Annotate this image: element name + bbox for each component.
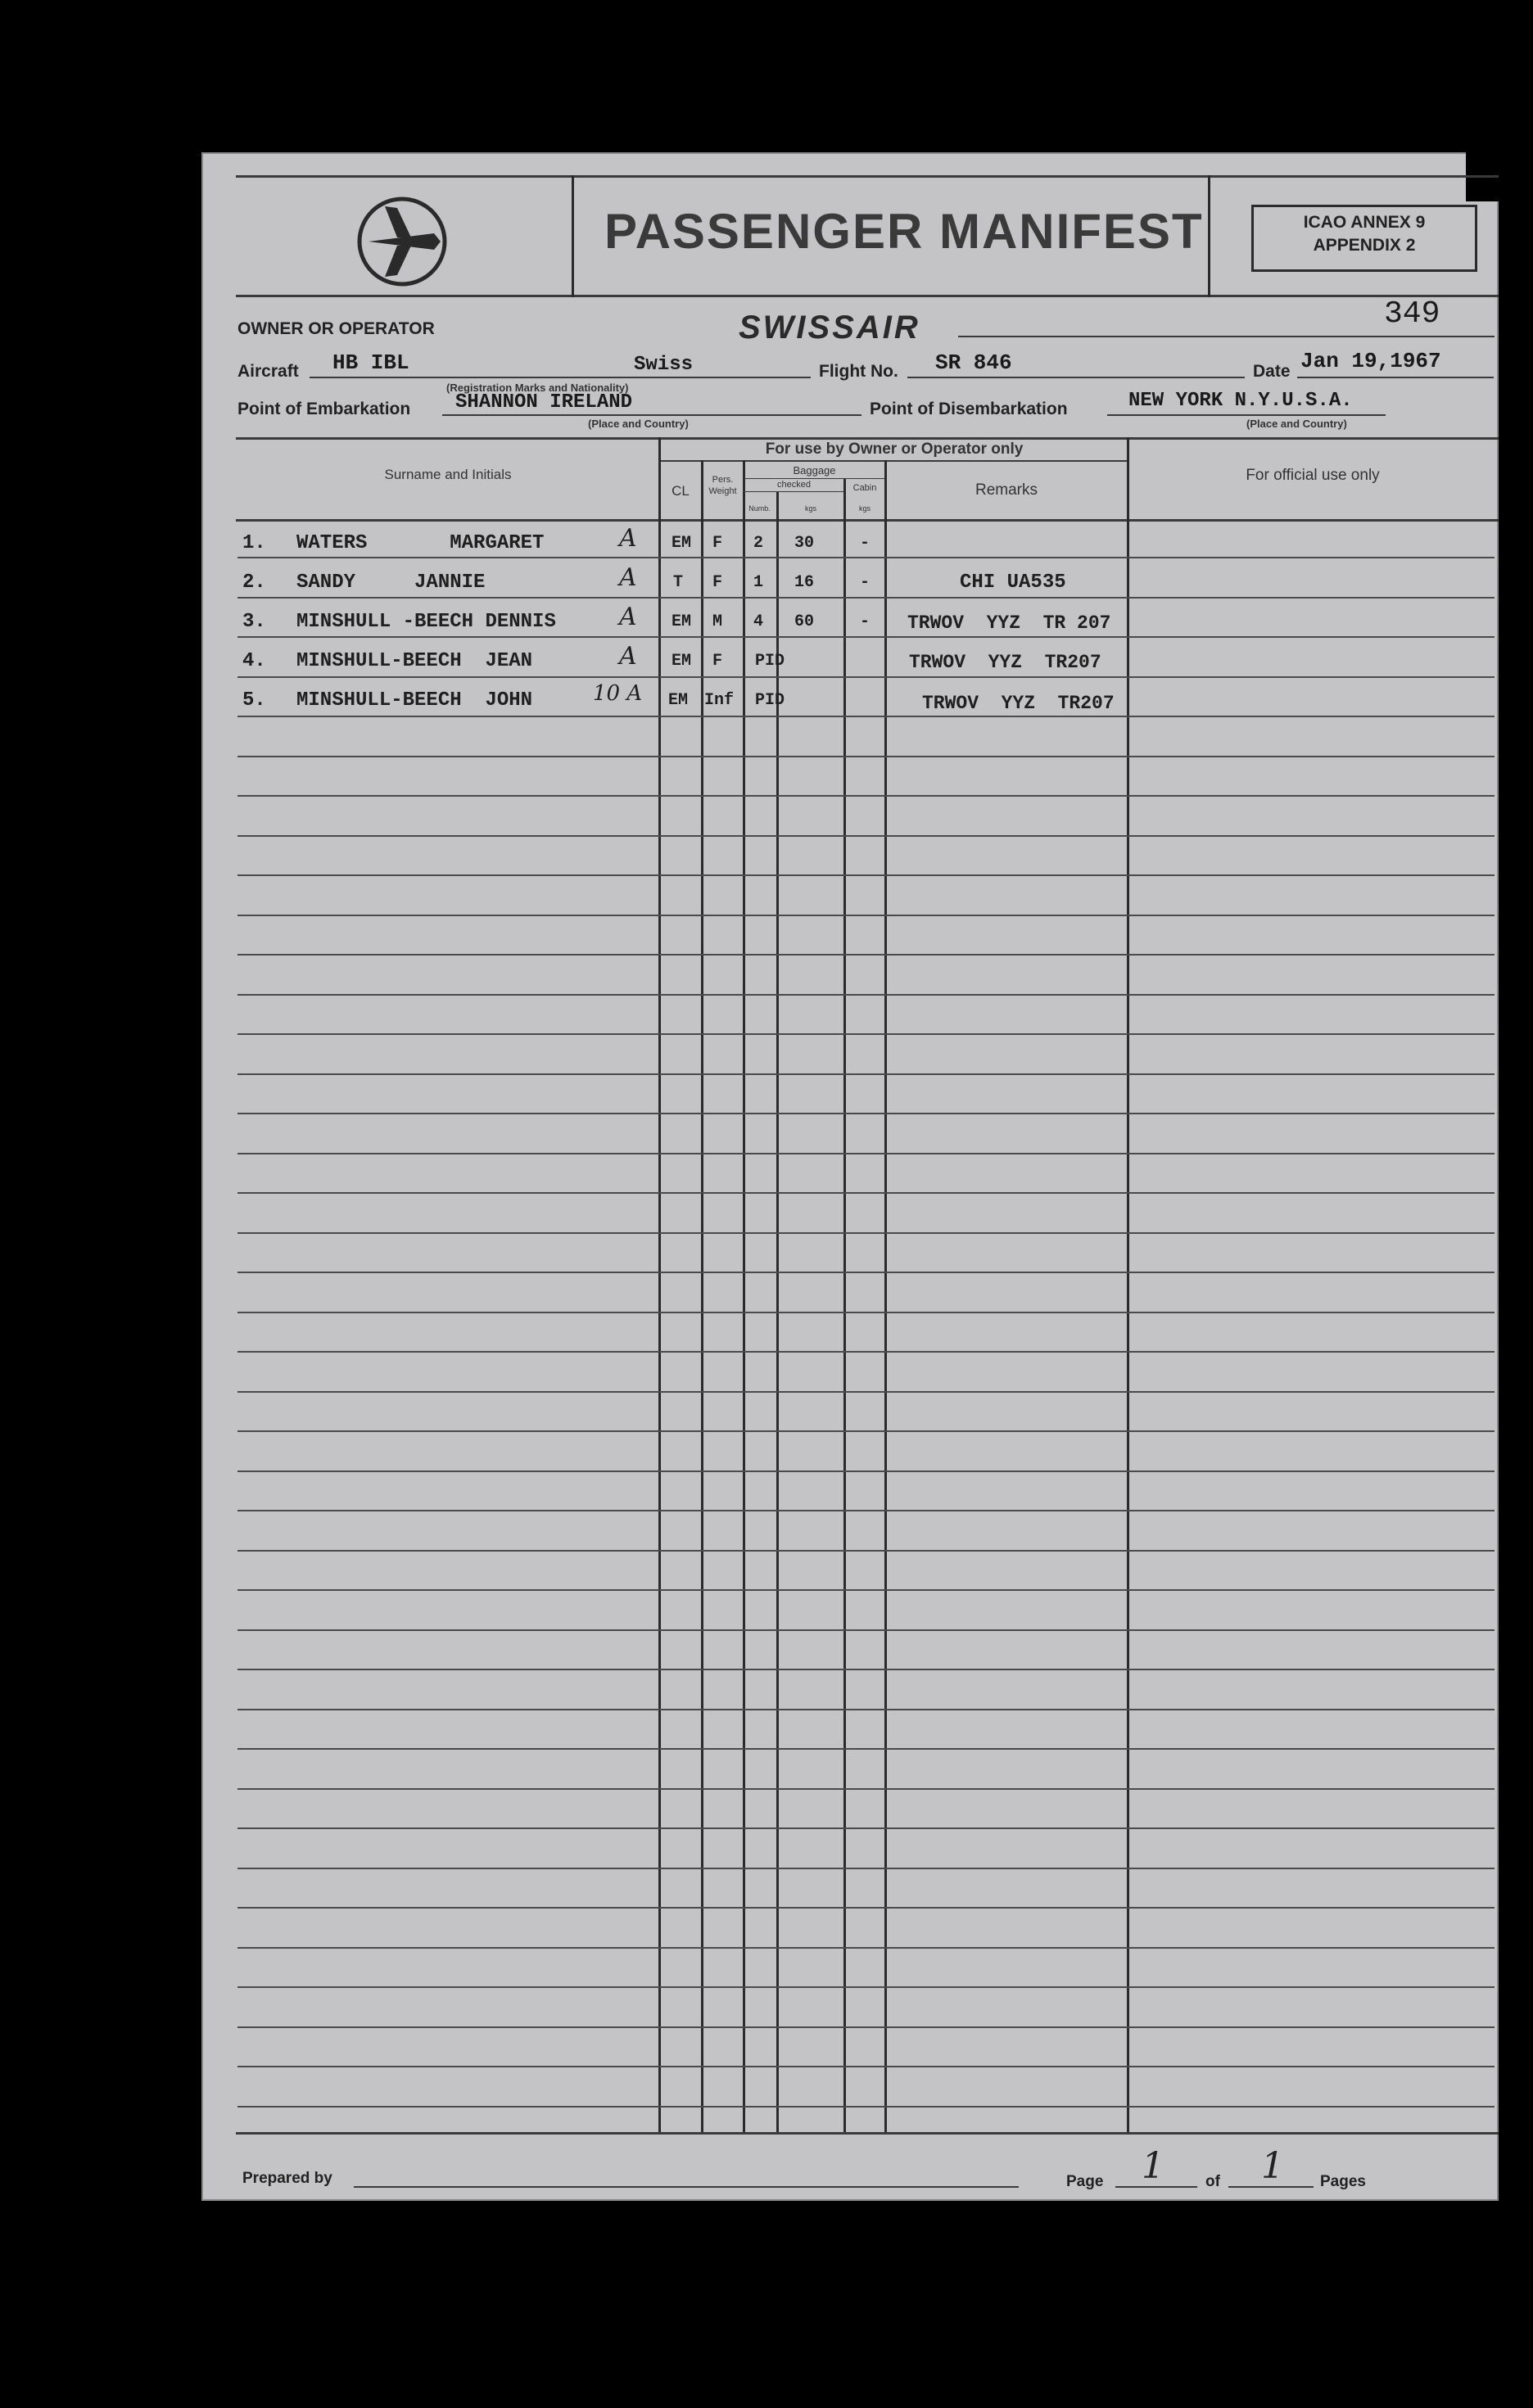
col-header-cl: CL [672, 483, 690, 499]
table-ruled-line [237, 2066, 1495, 2067]
table-ruled-line [237, 557, 1495, 558]
col-divider-cabin [884, 460, 887, 2132]
table-ruled-line [237, 1510, 1495, 1511]
col-header-remarks: Remarks [975, 481, 1038, 499]
table-ruled-line [237, 1907, 1495, 1909]
icao-line-2: APPENDIX 2 [1313, 236, 1416, 255]
flight-rule [907, 377, 1245, 378]
table-header-rule [236, 519, 1499, 522]
numb-cell: PID [755, 652, 785, 671]
table-ruled-line [237, 915, 1495, 916]
table-top-rule [236, 437, 1499, 440]
checked-rule [743, 491, 843, 492]
table-ruled-line [237, 1153, 1495, 1154]
table-ruled-line [237, 1033, 1495, 1035]
col-header-cabin: Cabin [852, 483, 877, 493]
col-header-kgs: kgs [804, 504, 816, 513]
numb-cell: 2 [753, 534, 764, 553]
table-ruled-line [237, 1868, 1495, 1869]
weight-cell: M [712, 612, 723, 631]
passenger-name: WATERS MARGARET [296, 532, 545, 554]
table-ruled-line [237, 1589, 1495, 1591]
owner-rule [958, 336, 1384, 337]
of-value: 1 [1261, 2145, 1284, 2187]
table-ruled-line [237, 1550, 1495, 1552]
aircraft-note: (Registration Marks and Nationality) [446, 382, 629, 394]
table-ruled-line [237, 1192, 1495, 1194]
of-label: of [1205, 2173, 1220, 2190]
col-header-numb: Numb. [748, 504, 771, 513]
check-mark: A [619, 603, 637, 631]
remarks-cell: TRWOV YYZ TR207 [922, 693, 1115, 714]
header-divider-left [572, 175, 574, 297]
disembark-rule [1107, 414, 1386, 416]
aircraft-value: HB IBL [332, 350, 409, 375]
row-number: 2. [242, 572, 266, 594]
table-ruled-line [237, 597, 1495, 599]
col-divider-cl [701, 460, 703, 2132]
table-ruled-line [237, 1947, 1495, 1949]
col-header-official: For official use only [1246, 467, 1380, 484]
kgs-cell: 60 [794, 612, 815, 631]
table-ruled-line [237, 1827, 1495, 1829]
flight-label: Flight No. [819, 362, 898, 381]
col-divider-surname [658, 437, 661, 2132]
table-ruled-line [237, 1669, 1495, 1670]
row-number: 5. [242, 689, 266, 712]
class-cell: EM [672, 534, 692, 553]
page-number-rule [1376, 336, 1495, 337]
row-number: 1. [242, 532, 266, 554]
date-rule [1297, 377, 1494, 378]
check-mark: 10 A [593, 681, 643, 706]
weight-cell: Inf [704, 691, 735, 710]
table-ruled-line [237, 1986, 1495, 1988]
col-header-baggage: Baggage [793, 464, 836, 477]
date-label: Date [1253, 362, 1291, 381]
table-ruled-line [237, 795, 1495, 797]
class-cell: T [673, 573, 684, 592]
icao-line-1: ICAO ANNEX 9 [1303, 213, 1426, 232]
passenger-name: MINSHULL -BEECH DENNIS [296, 611, 556, 633]
table-ruled-line [237, 994, 1495, 996]
cabin-cell: - [860, 612, 871, 631]
table-ruled-line [237, 636, 1495, 638]
remarks-cell: TRWOV YYZ TR207 [909, 652, 1101, 673]
col-header-surname: Surname and Initials [384, 467, 512, 482]
remarks-cell: TRWOV YYZ TR 207 [907, 612, 1111, 634]
col-header-pers: Pers. [712, 475, 734, 485]
row-number: 3. [242, 611, 266, 633]
table-ruled-line [237, 1073, 1495, 1075]
aircraft-label: Aircraft [237, 362, 299, 381]
embark-rule [442, 414, 861, 416]
owner-value: SWISSAIR [739, 309, 920, 346]
kgs-cell: 16 [794, 573, 815, 592]
table-ruled-line [237, 2106, 1495, 2108]
header-top-rule [236, 175, 1499, 178]
owner-use-rule [658, 460, 1128, 462]
disembark-label: Point of Disembarkation [870, 400, 1068, 418]
table-ruled-line [237, 954, 1495, 956]
aircraft-rule [310, 377, 811, 378]
col-header-owner-use: For use by Owner or Operator only [765, 440, 1024, 458]
table-ruled-line [237, 1430, 1495, 1432]
embark-value: SHANNON IRELAND [455, 391, 633, 413]
prepared-label: Prepared by [242, 2170, 332, 2187]
class-cell: EM [672, 612, 692, 631]
disembark-value: NEW YORK N.Y.U.S.A. [1128, 390, 1353, 412]
flight-value: SR 846 [935, 350, 1012, 375]
table-ruled-line [237, 676, 1495, 678]
col-divider-remarks [1127, 437, 1129, 2132]
aircraft-nationality: Swiss [634, 354, 694, 376]
col-header-cabin-kgs: kgs [858, 504, 871, 513]
table-ruled-line [237, 1391, 1495, 1393]
table-ruled-line [237, 2026, 1495, 2028]
col-divider-kgs [843, 478, 846, 2132]
pages-label: Pages [1320, 2173, 1366, 2190]
airline-logo-icon [352, 197, 452, 287]
date-value: Jan 19,1967 [1300, 349, 1441, 373]
page-label: Page [1066, 2173, 1104, 2190]
page-value: 1 [1142, 2145, 1164, 2187]
cabin-cell: - [860, 573, 871, 592]
table-bottom-rule [236, 2132, 1499, 2135]
table-ruled-line [237, 1113, 1495, 1114]
cabin-cell: - [860, 534, 871, 553]
header-bottom-rule [236, 295, 1499, 297]
class-cell: EM [668, 691, 689, 710]
embark-note: (Place and Country) [588, 418, 689, 430]
passenger-name: MINSHULL-BEECH JOHN [296, 689, 533, 712]
table-ruled-line [237, 716, 1495, 717]
col-divider-weight [743, 460, 745, 2132]
weight-cell: F [712, 573, 723, 592]
table-ruled-line [237, 874, 1495, 876]
prepared-rule [354, 2186, 1019, 2188]
weight-cell: F [712, 534, 723, 553]
page-number: 349 [1384, 296, 1440, 332]
table-ruled-line [237, 1351, 1495, 1353]
page-title: PASSENGER MANIFEST [604, 204, 1204, 259]
col-header-weight: Weight [708, 486, 737, 496]
owner-label: OWNER OR OPERATOR [237, 319, 435, 338]
table-ruled-line [237, 1232, 1495, 1234]
passenger-name: MINSHULL-BEECH JEAN [296, 650, 533, 672]
passenger-name: SANDY JANNIE [296, 572, 486, 594]
kgs-cell: 30 [794, 534, 815, 553]
table-ruled-line [237, 835, 1495, 837]
check-mark: A [619, 563, 637, 592]
table-ruled-line [237, 1272, 1495, 1273]
disembark-note: (Place and Country) [1246, 418, 1347, 430]
col-header-checked: checked [777, 480, 811, 490]
table-ruled-line [237, 1629, 1495, 1631]
table-ruled-line [237, 1709, 1495, 1710]
class-cell: EM [672, 652, 692, 671]
numb-cell: 1 [753, 573, 764, 592]
header-divider-right [1208, 175, 1210, 297]
remarks-cell: CHI UA535 [960, 572, 1066, 594]
table-ruled-line [237, 1748, 1495, 1750]
table-ruled-line [237, 1312, 1495, 1313]
numb-cell: PID [755, 691, 785, 710]
weight-cell: F [712, 652, 723, 671]
baggage-rule [743, 478, 884, 479]
table-ruled-line [237, 1788, 1495, 1790]
table-ruled-line [237, 756, 1495, 757]
numb-cell: 4 [753, 612, 764, 631]
embark-label: Point of Embarkation [237, 400, 411, 418]
table-ruled-line [237, 1471, 1495, 1472]
check-mark: A [619, 642, 637, 671]
check-mark: A [619, 524, 637, 553]
row-number: 4. [242, 650, 266, 672]
